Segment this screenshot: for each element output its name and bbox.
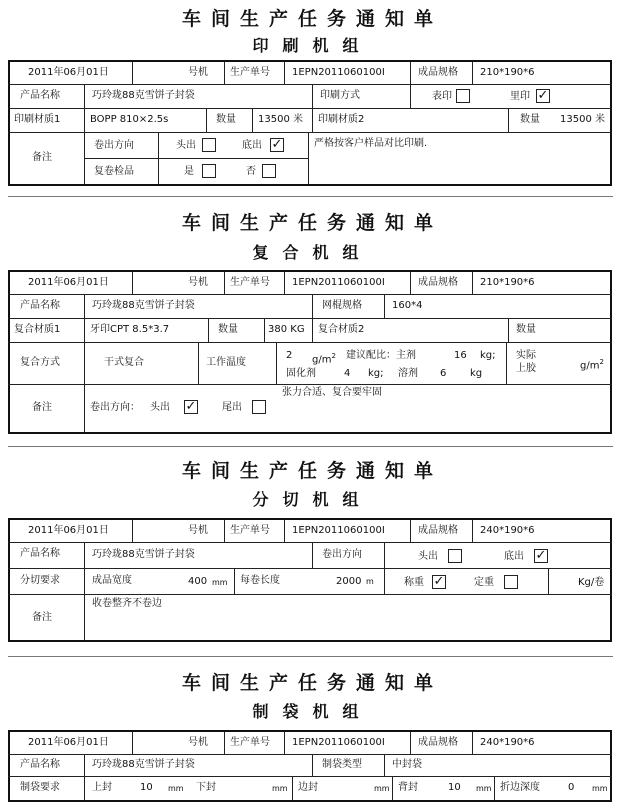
printing-qty2: 13500 米 [560, 114, 605, 125]
bag-making-spec-label: 成品规格 [418, 737, 458, 748]
printing-order-label: 生产单号 [230, 67, 270, 78]
slitting-product-label: 产品名称 [20, 548, 60, 559]
printing-tail-out-label: 底出 [242, 140, 262, 151]
laminating-dose-unit: $g/m^2$ [312, 352, 336, 366]
bag-making-bottom-seal-unit: mm [272, 784, 288, 793]
laminating-mat1-value: 牙印CPT 8.5*3.7 [90, 324, 170, 335]
slitting-product-name: 巧玲珑88克雪饼子封袋 [92, 549, 195, 560]
slitting-weight-unit: Kg/卷 [578, 577, 605, 588]
bag-making-req-label: 制袋要求 [20, 782, 60, 793]
slitting-width-value: 400 [188, 576, 208, 587]
bag-making-fold-label: 折边深度 [500, 782, 540, 793]
laminating-wind-dir-label: 卷出方向： [90, 402, 140, 413]
bag-making-spec-value: 240*190*6 [480, 737, 535, 748]
bag-making-date: 2011年06月01日 [28, 737, 109, 748]
laminating-cure-label: 固化剂 [286, 368, 316, 379]
printing-wind-dir-label: 卷出方向 [94, 140, 134, 151]
printing-opt-reverse: 里印 [510, 91, 530, 102]
printing-tail-out-checkbox[interactable]: ✓ [271, 137, 283, 152]
bag-making-order-label: 生产单号 [230, 737, 270, 748]
bag-making-back-seal-unit: mm [476, 784, 492, 793]
bag-making-type-value: 中封袋 [392, 759, 422, 770]
laminating-actual-label-2: 上胶 [516, 363, 536, 374]
printing-qty2-label: 数量 [520, 114, 540, 125]
laminating-solvent-label: 溶剂 [398, 368, 418, 379]
printing-mat1-value: BOPP 810×2.5s [90, 114, 169, 125]
slitting-fixed-label: 定重 [474, 577, 494, 588]
section-subtitle-laminating: 复合机组 [252, 243, 373, 262]
slitting-spec-label: 成品规格 [418, 525, 458, 536]
laminating-main-qty: 16 [454, 350, 467, 361]
printing-order-no: 1EPN2011060100I [292, 67, 385, 78]
laminating-spec-label: 成品规格 [418, 277, 458, 288]
slitting-weigh-checkbox[interactable]: ✓ [433, 574, 445, 589]
bag-making-type-label: 制袋类型 [322, 759, 362, 770]
printing-head-out-checkbox[interactable] [202, 138, 216, 152]
printing-spec-value: 210*190*6 [480, 67, 535, 78]
slitting-order-no: 1EPN2011060100I [292, 525, 385, 536]
laminating-mat2-label: 复合材质2 [318, 324, 365, 335]
printing-yes-checkbox[interactable] [202, 164, 216, 178]
form-title-1: 车间生产任务通知单 [181, 8, 443, 30]
section-divider [8, 446, 613, 447]
bag-making-order-no: 1EPN2011060100I [292, 737, 385, 748]
laminating-tail-out-checkbox[interactable] [252, 400, 266, 414]
laminating-product-name: 巧玲珑88克雪饼子封袋 [92, 300, 195, 311]
laminating-product-label: 产品名称 [20, 300, 60, 311]
slitting-head-out-checkbox[interactable] [448, 549, 462, 563]
printing-opt-surface: 表印 [432, 91, 452, 102]
printing-product-label: 产品名称 [20, 90, 60, 101]
printing-qty-label: 数量 [216, 114, 236, 125]
slitting-wind-dir-label: 卷出方向 [322, 549, 362, 560]
slitting-notes-text: 收卷整齐不卷边 [92, 598, 162, 609]
laminating-cure-unit: kg; [368, 368, 384, 379]
bag-making-side-seal-label: 边封 [298, 782, 318, 793]
bag-making-product-label: 产品名称 [20, 759, 60, 770]
bag-making-bottom-seal-label: 下封 [196, 782, 216, 793]
laminating-cure-qty: 4 [344, 368, 351, 379]
printing-notes-text: 严格按客户样品对比印刷. [314, 138, 428, 149]
laminating-solvent-qty: 6 [440, 368, 447, 379]
printing-qty1: 13500 米 [258, 114, 303, 125]
section-subtitle-printing: 印刷机组 [252, 36, 373, 55]
bag-making-machine-label: 号机 [188, 737, 208, 748]
bag-making-top-seal-unit: mm [168, 784, 184, 793]
printing-mat1-label: 印刷材质1 [14, 114, 61, 125]
slitting-notes-label: 备注 [32, 612, 52, 623]
laminating-machine-label: 号机 [188, 277, 208, 288]
section-subtitle-bag-making: 制袋机组 [252, 702, 373, 721]
slitting-head-out-label: 头出 [418, 551, 438, 562]
printing-mat2-label: 印刷材质2 [318, 114, 365, 125]
slitting-spec-value: 240*190*6 [480, 525, 535, 536]
bag-making-product-name: 巧玲珑88克雪饼子封袋 [92, 759, 195, 770]
bag-making-fold-unit: mm [592, 784, 608, 793]
laminating-order-no: 1EPN2011060100I [292, 277, 385, 288]
bag-making-back-seal-label: 背封 [398, 782, 418, 793]
laminating-dose: 2 [286, 350, 293, 361]
slitting-width-unit: mm [212, 578, 228, 587]
printing-product-name: 巧玲珑88克雪饼子封袋 [92, 90, 195, 101]
slitting-roll-len-label: 每卷长度 [240, 575, 280, 586]
slitting-weigh-label: 称重 [404, 577, 424, 588]
laminating-head-out-label: 头出 [150, 402, 170, 413]
form-title-4: 车间生产任务通知单 [181, 672, 443, 694]
laminating-spec-value: 210*190*6 [480, 277, 535, 288]
laminating-notes-text: 张力合适、复合要牢固 [282, 387, 382, 398]
slitting-machine-label: 号机 [188, 525, 208, 536]
printing-notes-label: 备注 [32, 152, 52, 163]
laminating-notes-label: 备注 [32, 402, 52, 413]
slitting-width-label: 成品宽度 [92, 575, 132, 586]
section-divider [8, 656, 613, 657]
printing-no-label: 否 [246, 166, 256, 177]
laminating-date: 2011年06月01日 [28, 277, 109, 288]
bag-making-fold-value: 0 [568, 782, 575, 793]
printing-reinspect-label: 复卷检品 [94, 166, 134, 177]
slitting-roll-len-unit: m [366, 577, 374, 586]
laminating-actual-label-1: 实际 [516, 350, 536, 361]
section-subtitle-slitting: 分切机组 [252, 490, 373, 509]
laminating-qty1: 380 KG [268, 324, 305, 335]
slitting-tail-out-checkbox[interactable]: ✓ [535, 548, 547, 563]
printing-yes-label: 是 [184, 166, 194, 177]
laminating-mode-label: 复合方式 [20, 357, 60, 368]
section-divider [8, 196, 613, 197]
slitting-roll-len-value: 2000 [336, 576, 362, 587]
laminating-mode-value: 干式复合 [104, 357, 144, 368]
laminating-solvent-unit: kg [470, 368, 483, 379]
laminating-mat1-label: 复合材质1 [14, 324, 61, 335]
printing-date: 2011年06月01日 [28, 67, 109, 78]
reverse-print-checkbox[interactable]: ✓ [537, 88, 549, 103]
form-title-2: 车间生产任务通知单 [181, 212, 443, 234]
laminating-roller-label: 网棍规格 [322, 300, 362, 311]
printing-head-out-label: 头出 [176, 140, 196, 151]
slitting-cut-req-label: 分切要求 [20, 575, 60, 586]
laminating-temp-label: 工作温度 [206, 357, 246, 368]
printing-spec-label: 成品规格 [418, 67, 458, 78]
slitting-fixed-checkbox[interactable] [504, 575, 518, 589]
laminating-qty2-label: 数量 [516, 324, 536, 335]
laminating-roller-value: 160*4 [392, 300, 423, 311]
surface-print-checkbox[interactable] [456, 89, 470, 103]
form-title-3: 车间生产任务通知单 [181, 460, 443, 482]
slitting-tail-out-label: 底出 [504, 551, 524, 562]
bag-making-side-seal-unit: mm [374, 784, 390, 793]
laminating-actual-unit: $g/m^2$ [580, 358, 604, 372]
slitting-date: 2011年06月01日 [28, 525, 109, 536]
slitting-order-label: 生产单号 [230, 525, 270, 536]
laminating-head-out-checkbox[interactable]: ✓ [185, 399, 197, 414]
bag-making-top-seal-value: 10 [140, 782, 153, 793]
laminating-ratio-label: 建议配比：主剂 [346, 350, 416, 361]
laminating-tail-out-label: 尾出 [222, 402, 242, 413]
laminating-qty-label: 数量 [218, 324, 238, 335]
laminating-order-label: 生产单号 [230, 277, 270, 288]
printing-no-checkbox[interactable] [262, 164, 276, 178]
bag-making-back-seal-value: 10 [448, 782, 461, 793]
printing-mode-label: 印刷方式 [320, 90, 360, 101]
laminating-main-unit: kg; [480, 350, 496, 361]
bag-making-top-seal-label: 上封 [92, 782, 112, 793]
printing-machine-label: 号机 [188, 67, 208, 78]
